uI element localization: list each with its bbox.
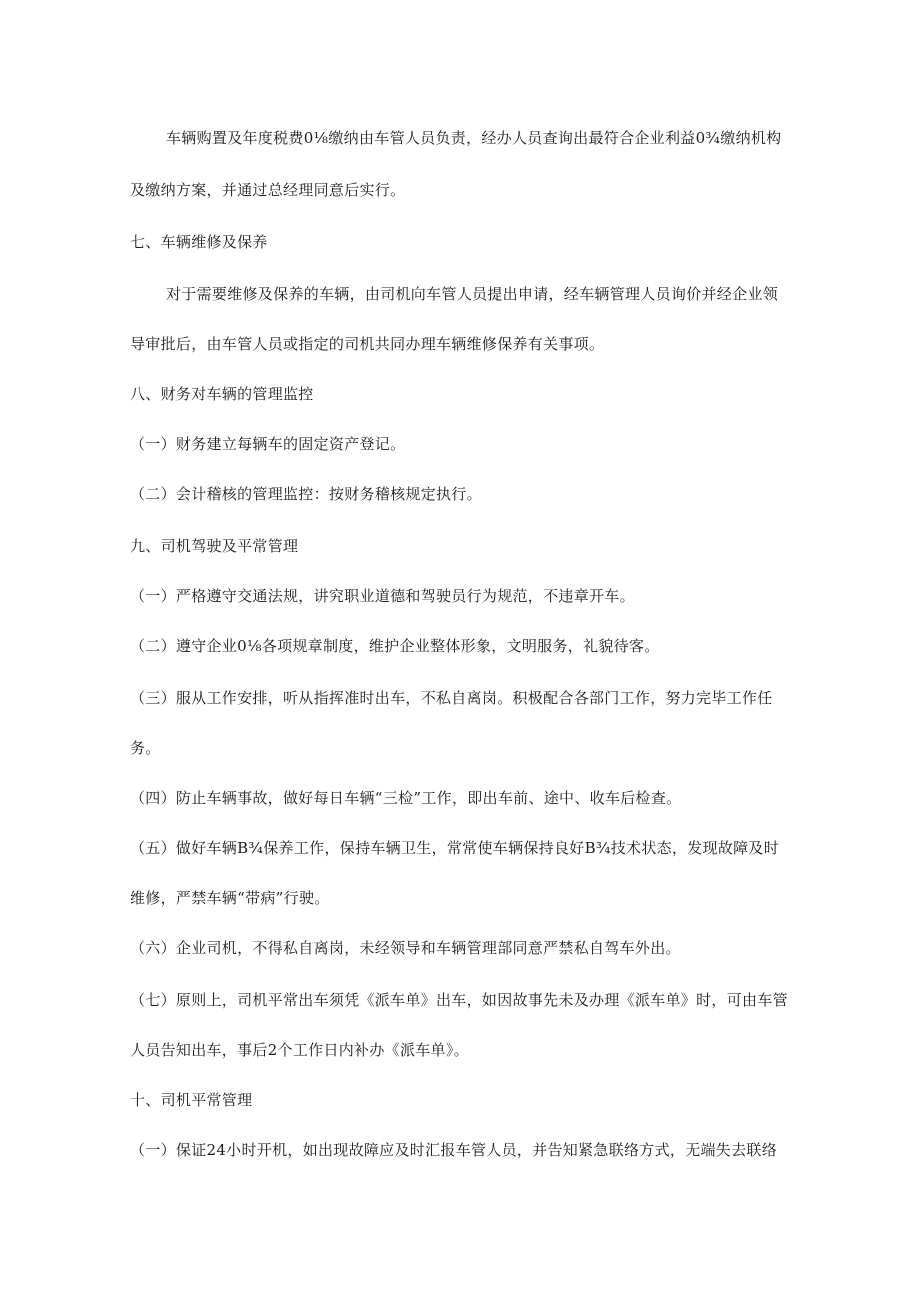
list-item-10-1: （一）保证24小时开机，如出现故障应及时汇报车管人员，并告知紧急联络方式，无端失去联络	[130, 1141, 777, 1159]
paragraph-maintenance-line-1: 对于需要维修及保养的车辆，由司机向车管人员提出申请，经车辆管理人员询价并经企业领	[166, 285, 779, 303]
list-item-9-4: （四）防止车辆事故，做好每日车辆“三检”工作，即出车前、途中、收车后检查。	[130, 789, 682, 807]
paragraph-tax-line-2: 及缴纳方案，并通过总经理同意后实行。	[130, 181, 406, 199]
list-item-9-7-line-2: 人员告知出车，事后2个工作日内补办《派车单》。	[130, 1041, 469, 1059]
list-item-9-3-line-1: （三）服从工作安排，听从指挥准时出车，不私自离岗。积极配合各部门工作，努力完毕工作任	[130, 689, 773, 707]
list-item-8-2: （二）会计稽核的管理监控：按财务稽核规定执行。	[130, 485, 482, 503]
list-item-9-1: （一）严格遵守交通法规，讲究职业道德和驾驶员行为规范，不违章开车。	[130, 587, 635, 605]
list-item-9-5-line-2: 维修，严禁车辆“带病”行驶。	[130, 889, 330, 907]
section-heading-7: 七、车辆维修及保养	[130, 233, 268, 251]
section-heading-8: 八、财务对车辆的管理监控	[130, 385, 314, 403]
list-item-9-3-line-2: 务。	[130, 739, 161, 757]
paragraph-tax-line-1: 车辆购置及年度税费0⅛缴纳由车管人员负责，经办人员查询出最符合企业利益0¾缴纳机构	[166, 129, 782, 147]
list-item-8-1: （一）财务建立每辆车的固定资产登记。	[130, 435, 406, 453]
section-heading-9: 九、司机驾驶及平常管理	[130, 537, 299, 555]
list-item-9-6: （六）企业司机，不得私自离岗，未经领导和车辆管理部同意严禁私自驾车外出。	[130, 939, 681, 957]
list-item-9-2: （二）遵守企业0⅛各项规章制度，维护企业整体形象，文明服务，礼貌待客。	[130, 637, 660, 655]
section-heading-10: 十、司机平常管理	[130, 1091, 253, 1109]
list-item-9-7-line-1: （七）原则上，司机平常出车须凭《派车单》出车，如因故事先未及办理《派车单》时，可由车管	[130, 991, 788, 1009]
paragraph-maintenance-line-2: 导审批后，由车管人员或指定的司机共同办理车辆维修保养有关事项。	[130, 335, 605, 353]
list-item-9-5-line-1: （五）做好车辆B¾保养工作，保持车辆卫生，常常使车辆保持良好B¾技术状态，发现故障及时	[130, 839, 780, 857]
